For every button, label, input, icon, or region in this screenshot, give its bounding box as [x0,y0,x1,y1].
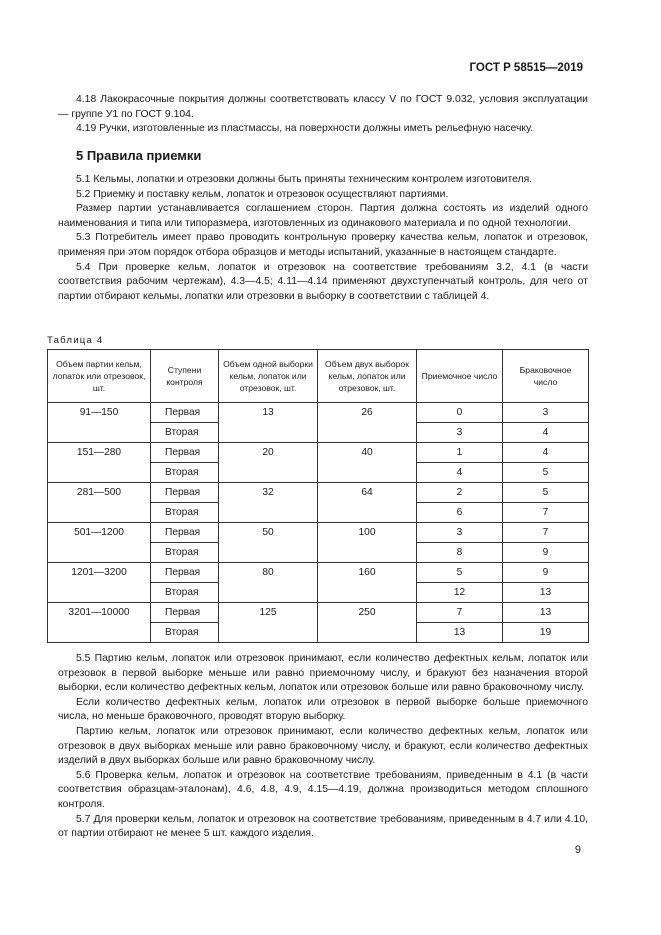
rejection-cell: 4 [503,423,589,443]
acceptance-cell: 6 [417,503,503,523]
stage-cell: Первая [151,603,219,623]
acceptance-cell: 1 [417,443,503,463]
two-samples-cell [318,503,417,523]
acceptance-cell: 13 [417,623,503,643]
table-row [48,503,589,523]
two-samples-cell [318,543,417,563]
one-sample-cell: 80 [219,563,318,583]
rejection-cell: 5 [503,483,589,503]
lot-size-cell: 1201—3200 [48,563,151,583]
table-row [48,423,589,443]
page-number: 9 [574,844,581,856]
rejection-cell: 9 [503,563,589,583]
one-sample-cell [219,623,318,643]
stage-cell: Первая [151,523,219,543]
stage-cell: Первая [151,443,219,463]
table-row [48,483,589,503]
rejection-cell: 13 [503,603,589,623]
rejection-cell: 7 [503,503,589,523]
two-samples-cell: 160 [318,563,417,583]
acceptance-cell: 5 [417,563,503,583]
stage-cell: Вторая [151,623,219,643]
rejection-cell: 13 [503,583,589,603]
acceptance-cell: 4 [417,463,503,483]
column-header-one-sample: Объем одной выборки кельм, лопаток или отрезовок, шт. [219,350,318,403]
paragraph: 5.5 Партию кельм, лопаток или отрезовок принимают, если количество дефектных кельм, лопаток или отрезовок в первой выборке меньше или равно приемочному числу, и бракуют без назначения второй выборки, если количество дефектных кельм, лопаток или отрезовок больше или равно браковочному числу. [58,653,588,694]
paragraph: 4.18 Лакокрасочные покрытия должны соответствовать классу V по ГОСТ 9.032, условия эксплуатации — группе У1 по ГОСТ 9.104. [58,94,588,120]
sampling-table [47,349,589,643]
lot-size-cell [48,543,151,563]
two-samples-cell [318,423,417,443]
table-row [48,523,589,543]
one-sample-cell [219,503,318,523]
table-row [48,583,589,603]
acceptance-cell: 3 [417,523,503,543]
lot-size-cell [48,423,151,443]
lot-size-cell [48,583,151,603]
lot-size-cell [48,503,151,523]
paragraph: 5.1 Кельмы, лопатки и отрезовки должны быть приняты техническим контролем изготовителя. [76,174,533,185]
lot-size-cell: 501—1200 [48,523,151,543]
column-header-two-samples: Объем двух выборок кельм, лопаток или отрезовок, шт. [318,350,417,403]
paragraph: Если количество дефектных кельм, лопаток или отрезовок в первой выборке больше приемочного числа, но меньше браковочного, проводят вторую выборку. [58,696,588,723]
stage-cell: Вторая [151,583,219,603]
table-row [48,623,589,643]
lot-size-cell: 151—280 [48,443,151,463]
two-samples-cell: 64 [318,483,417,503]
table-row [48,403,589,423]
acceptance-cell: 8 [417,543,503,563]
rejection-cell: 3 [503,403,589,423]
two-samples-cell [318,623,417,643]
paragraph: 5.3 Потребитель имеет право проводить контрольную проверку качества кельм, лопаток и отрезовок, применяя при этом порядок отбора образцов и методы испытаний, указанные в настоящем стандарте. [58,232,588,258]
rejection-cell: 19 [503,623,589,643]
one-sample-cell: 13 [219,403,318,423]
acceptance-cell: 12 [417,583,503,603]
lot-size-cell: 281—500 [48,483,151,503]
two-samples-cell [318,583,417,603]
paragraph: 4.19 Ручки, изготовленные из пластмассы, на поверхности должны иметь рельефную насечку. [76,123,534,135]
paragraph: Размер партии устанавливается соглашением сторон. Партия должна состоять из изделий одного наименования и типа или типоразмера, изготовленных из одинакового материала и по одной технологии. [58,203,588,229]
table-row [48,563,589,583]
table-row [48,463,589,483]
two-samples-cell [318,463,417,483]
stage-cell: Вторая [151,543,219,563]
two-samples-cell: 40 [318,443,417,463]
paragraph: Партию кельм, лопаток или отрезовок принимают, если количество дефектных кельм, лопаток или отрезовок в двух выборках меньше или равно браковочному числу, и бракуют, если количество дефектных изделий в двух выборках больше или равно браковочному числу. [58,725,588,767]
acceptance-cell: 2 [417,483,503,503]
one-sample-cell: 20 [219,443,318,463]
column-header-rejection-number: Браковочное число [503,350,589,403]
acceptance-cell: 0 [417,403,503,423]
rejection-cell: 5 [503,463,589,483]
paragraph: 5.2 Приемку и поставку кельм, лопаток и отрезовок осуществляют партиями. [76,188,449,200]
table-caption: Таблица 4 [47,335,104,346]
lot-size-cell [48,623,151,643]
section-title: 5 Правила приемки [76,148,202,163]
paragraph: 5.4 При проверке кельм, лопаток и отрезовок на соответствие требованиям 3.2, 4.1 (в части соответствия рабочим чертежам), 4.3—4.5; 4.11—4.14 применяют двухступенчатый контроль, для чего от партии отбирают кельмы, лопатки или отрезовки в выборку в соответствии с таблицей 4. [58,261,588,302]
table-header-row [48,350,589,403]
rejection-cell: 4 [503,443,589,463]
acceptance-cell: 7 [417,603,503,623]
column-header-acceptance-number: Приемочное число [417,350,503,403]
rejection-cell: 9 [503,543,589,563]
rejection-cell: 7 [503,523,589,543]
stage-cell: Вторая [151,503,219,523]
paragraph: 5.7 Для проверки кельм, лопаток и отрезовок на соответствие требованиям, приведенным в 4.7 или 4.10, от партии отбирают не менее 5 шт. каждого изделия. [58,813,588,840]
stage-cell: Вторая [151,463,219,483]
two-samples-cell: 100 [318,523,417,543]
one-sample-cell: 32 [219,483,318,503]
one-sample-cell [219,583,318,603]
section-text [58,173,588,304]
lot-size-cell: 3201—10000 [48,603,151,623]
one-sample-cell: 125 [219,603,318,623]
table-row [48,443,589,463]
column-header-stage: Ступени контроля [151,350,219,403]
stage-cell: Первая [151,403,219,423]
two-samples-cell: 26 [318,403,417,423]
stage-cell: Первая [151,483,219,503]
stage-cell: Вторая [151,423,219,443]
intro-text [58,93,588,137]
acceptance-cell: 3 [417,423,503,443]
lot-size-cell [48,463,151,483]
document-code: ГОСТ Р 58515—2019 [469,62,583,74]
one-sample-cell [219,463,318,483]
lot-size-cell: 91—150 [48,403,151,423]
one-sample-cell: 50 [219,523,318,543]
two-samples-cell: 250 [318,603,417,623]
paragraph: 5.6 Проверка кельм, лопаток и отрезовок на соответствие требованиям, приведенным в 4.1 (в части соответствия образцам-эталонам), 4.6, 4.8, 4.9, 4.15—4.19, должна производиться методом сплошного контроля. [58,769,588,810]
one-sample-cell [219,423,318,443]
column-header-lot-size: Объем партии кельм, лопаток или отрезовок, шт. [48,350,151,403]
after-table-text [58,652,588,842]
table-row [48,603,589,623]
table-row [48,543,589,563]
one-sample-cell [219,543,318,563]
stage-cell: Первая [151,563,219,583]
